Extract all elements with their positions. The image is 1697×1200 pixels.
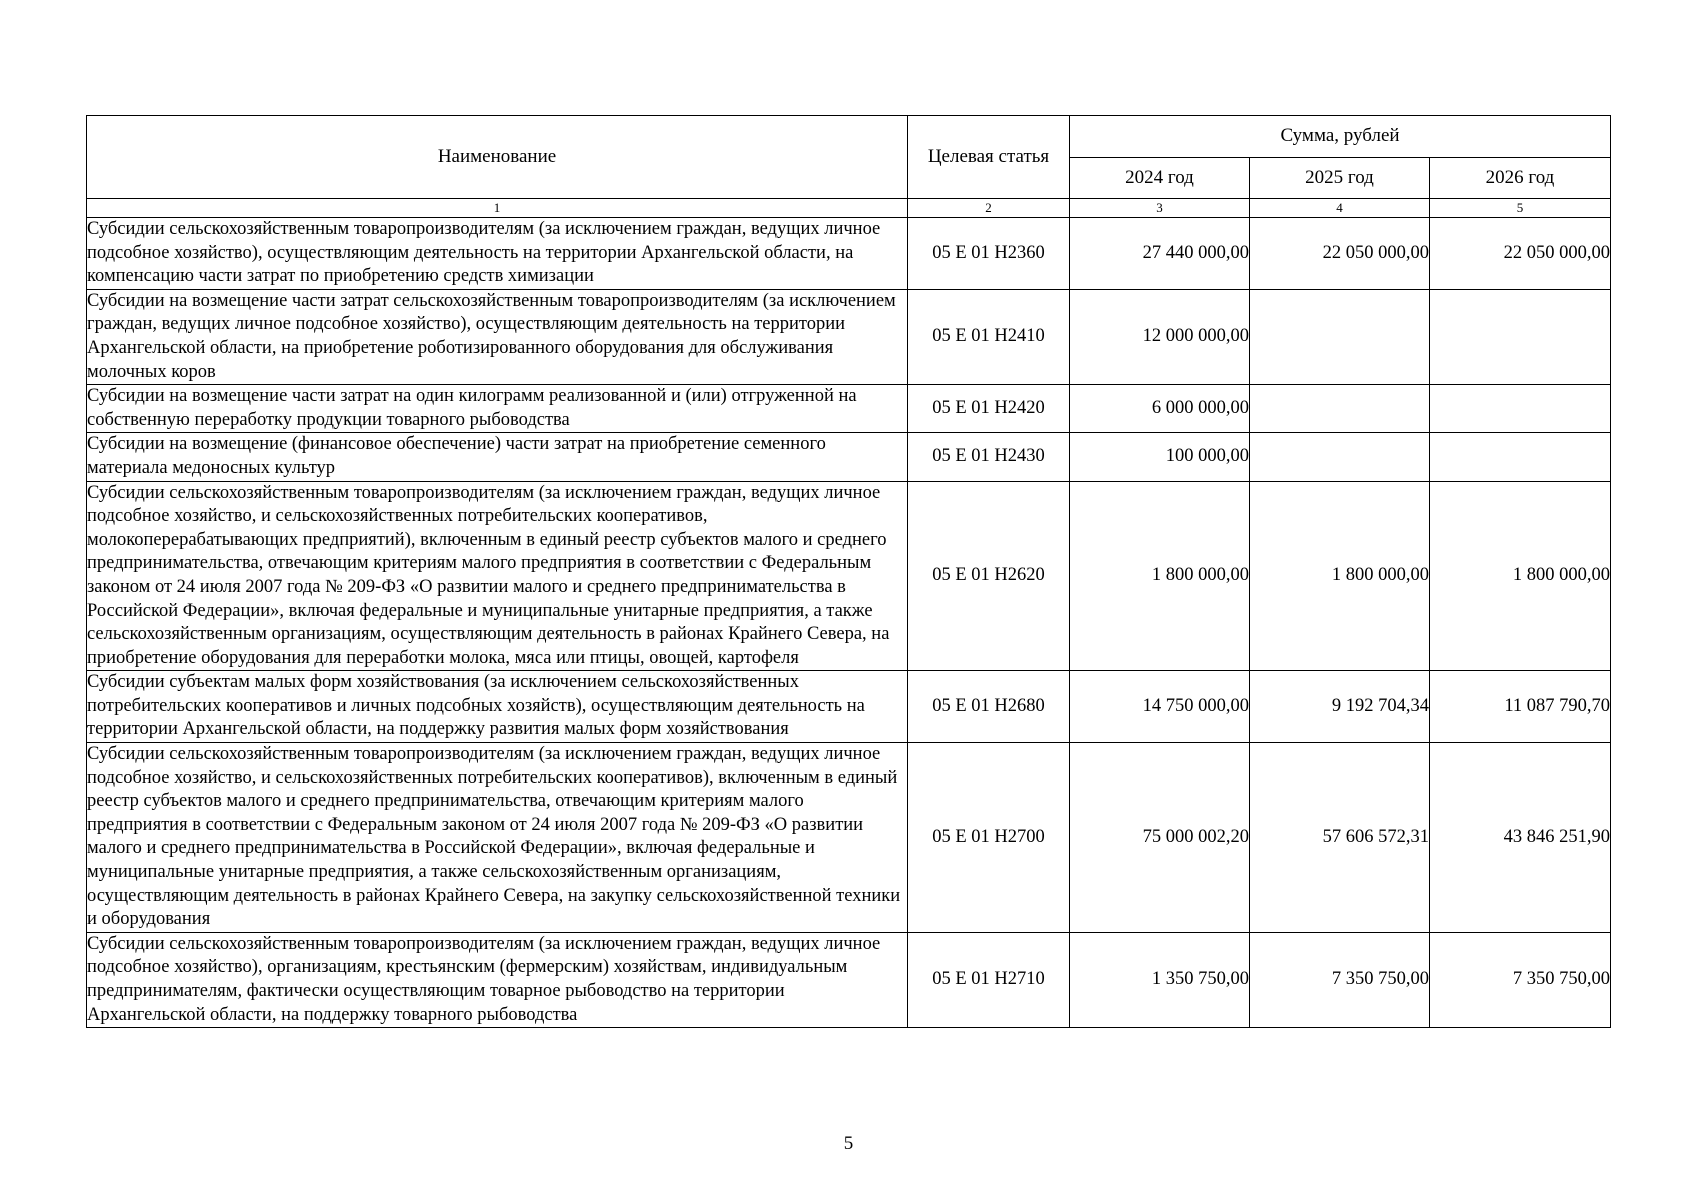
row-amount-2025: 9 192 704,34 <box>1250 671 1430 743</box>
row-code: 05 Е 01 Н2710 <box>908 932 1070 1027</box>
table-row <box>87 743 1611 933</box>
header-year-2025: 2025 год <box>1250 157 1430 199</box>
row-code: 05 Е 01 Н2410 <box>908 289 1070 384</box>
row-amount-2025: 1 800 000,00 <box>1250 481 1430 671</box>
row-name: Субсидии на возмещение части затрат сельскохозяйственным товаропроизводителям (за исключением граждан, ведущих личное подсобное хозяйство), осуществляющим деятельность на территории Архангельской области, на приобретение роботизированного оборудования для обслуживания молочных коров <box>87 289 908 384</box>
row-name: Субсидии субъектам малых форм хозяйствования (за исключением сельскохозяйственных потребительских кооперативов и личных подсобных хозяйств), осуществляющим деятельность на территории Архангельской области, на поддержку развития малых форм хозяйствования <box>87 671 908 743</box>
header-year-2024: 2024 год <box>1070 157 1250 199</box>
row-amount-2025 <box>1250 433 1430 481</box>
row-code: 05 Е 01 Н2620 <box>908 481 1070 671</box>
row-amount-2024: 1 350 750,00 <box>1070 932 1250 1027</box>
table-row <box>87 932 1611 1027</box>
row-code: 05 Е 01 Н2420 <box>908 385 1070 433</box>
row-amount-2026: 11 087 790,70 <box>1430 671 1611 743</box>
column-number: 1 <box>87 199 908 218</box>
table-row <box>87 218 1611 290</box>
header-target-article: Целевая статья <box>908 116 1070 199</box>
row-amount-2026 <box>1430 289 1611 384</box>
row-amount-2024: 6 000 000,00 <box>1070 385 1250 433</box>
row-name: Субсидии сельскохозяйственным товаропроизводителям (за исключением граждан, ведущих личное подсобное хозяйство, и сельскохозяйственных потребительских кооперативов), включенным в единый реестр субъектов малого и среднего предпринимательства, отвечающим критериям малого предприятия в соответствии с Федеральным законом от 24 июля 2007 года № 209-ФЗ «О развитии малого и среднего предпринимательства в Российской Федерации», включая федеральные и муниципальные унитарные предприятия, а также сельскохозяйственным организациям, осуществляющим деятельность в районах Крайнего Севера, на закупку сельскохозяйственной техники и оборудования <box>87 743 908 933</box>
row-amount-2026: 1 800 000,00 <box>1430 481 1611 671</box>
header-name: Наименование <box>87 116 908 199</box>
table-row <box>87 385 1611 433</box>
table-row <box>87 481 1611 671</box>
row-amount-2024: 27 440 000,00 <box>1070 218 1250 290</box>
column-number: 3 <box>1070 199 1250 218</box>
row-amount-2026: 43 846 251,90 <box>1430 743 1611 933</box>
row-name: Субсидии на возмещение (финансовое обеспечение) части затрат на приобретение семенного материала медоносных культур <box>87 433 908 481</box>
table-row <box>87 433 1611 481</box>
row-amount-2026 <box>1430 433 1611 481</box>
row-amount-2024: 75 000 002,20 <box>1070 743 1250 933</box>
row-name: Субсидии сельскохозяйственным товаропроизводителям (за исключением граждан, ведущих личное подсобное хозяйство), осуществляющим деятельность на территории Архангельской области, на компенсацию части затрат по приобретению средств химизации <box>87 218 908 290</box>
row-amount-2024: 14 750 000,00 <box>1070 671 1250 743</box>
row-code: 05 Е 01 Н2430 <box>908 433 1070 481</box>
column-number: 2 <box>908 199 1070 218</box>
table-row <box>87 289 1611 384</box>
row-code: 05 Е 01 Н2360 <box>908 218 1070 290</box>
column-number: 5 <box>1430 199 1611 218</box>
budget-table <box>86 115 1611 1028</box>
column-number-row <box>87 199 1611 218</box>
page-number: 5 <box>843 1133 854 1154</box>
row-amount-2024: 12 000 000,00 <box>1070 289 1250 384</box>
row-amount-2024: 100 000,00 <box>1070 433 1250 481</box>
row-code: 05 Е 01 Н2700 <box>908 743 1070 933</box>
row-amount-2024: 1 800 000,00 <box>1070 481 1250 671</box>
row-amount-2026: 22 050 000,00 <box>1430 218 1611 290</box>
row-amount-2025 <box>1250 385 1430 433</box>
header-year-2026: 2026 год <box>1430 157 1611 199</box>
row-name: Субсидии сельскохозяйственным товаропроизводителям (за исключением граждан, ведущих личное подсобное хозяйство), организациям, крестьянским (фермерским) хозяйствам, индивидуальным предпринимателям, фактически осуществляющим товарное рыбоводство на территории Архангельской области, на поддержку товарного рыбоводства <box>87 932 908 1027</box>
row-code: 05 Е 01 Н2680 <box>908 671 1070 743</box>
row-amount-2026 <box>1430 385 1611 433</box>
row-amount-2025: 7 350 750,00 <box>1250 932 1430 1027</box>
row-name: Субсидии сельскохозяйственным товаропроизводителям (за исключением граждан, ведущих личное подсобное хозяйство, и сельскохозяйственных потребительских кооперативов, молокоперерабатывающих предприятий), включенным в единый реестр субъектов малого и среднего предпринимательства, отвечающим критериям малого предприятия в соответствии с Федеральным законом от 24 июля 2007 года № 209-ФЗ «О развитии малого и среднего предпринимательства в Российской Федерации», включая федеральные и муниципальные унитарные предприятия, а также сельскохозяйственным организациям, осуществляющим деятельность в районах Крайнего Севера, на приобретение оборудования для переработки молока, мяса или птицы, овощей, картофеля <box>87 481 908 671</box>
row-name: Субсидии на возмещение части затрат на один килограмм реализованной и (или) отгруженной на собственную переработку продукции товарного рыбоводства <box>87 385 908 433</box>
row-amount-2025 <box>1250 289 1430 384</box>
table-row <box>87 671 1611 743</box>
row-amount-2025: 57 606 572,31 <box>1250 743 1430 933</box>
column-number: 4 <box>1250 199 1430 218</box>
row-amount-2025: 22 050 000,00 <box>1250 218 1430 290</box>
row-amount-2026: 7 350 750,00 <box>1430 932 1611 1027</box>
header-sum: Сумма, рублей <box>1070 116 1611 158</box>
